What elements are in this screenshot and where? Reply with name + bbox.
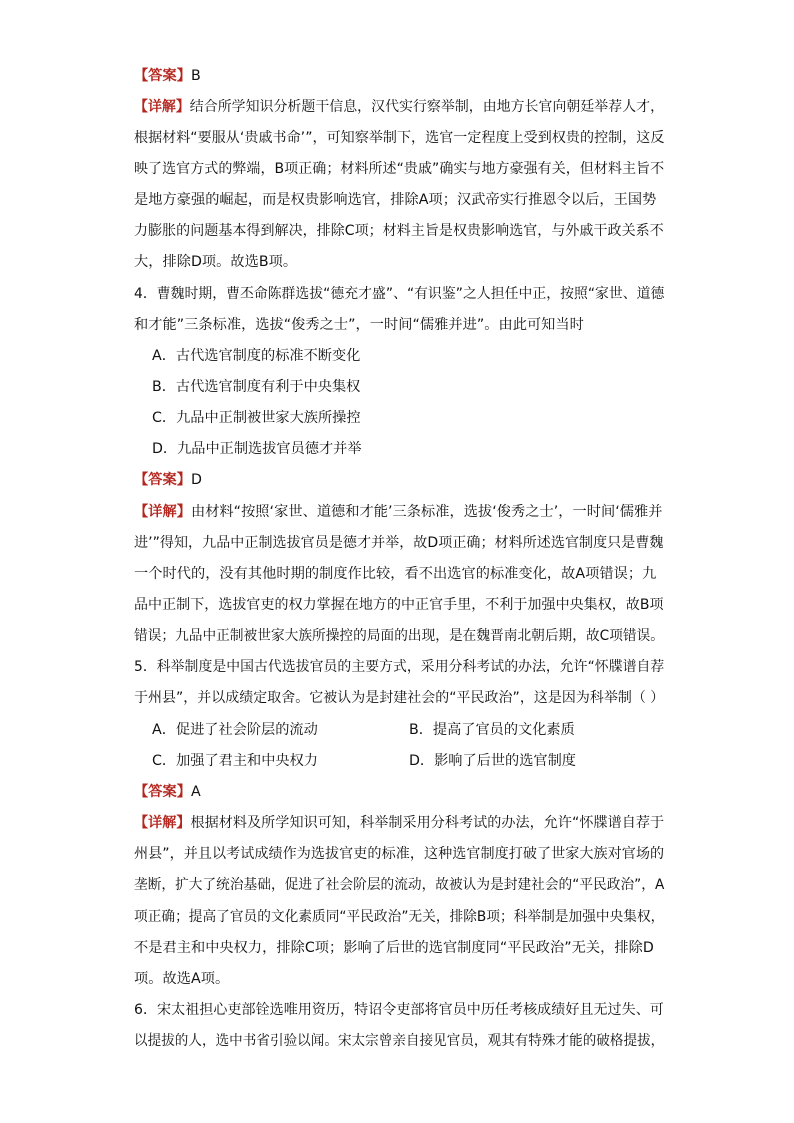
q4-answer-line bbox=[134, 470, 664, 490]
q6-stem-line: 以提拔的人，选中书省引验以闻。宋太宗曾亲自接见官员，观其有特殊才能的破格提拔， bbox=[134, 1033, 665, 1049]
detail-tag: 【详解】 bbox=[134, 504, 191, 520]
q5-option-b: B．提高了官员的文化素质 bbox=[409, 722, 575, 738]
q4-option-d: D．九品中正制选拔官员德才并举 bbox=[152, 441, 362, 457]
q3-detail-line: 映了选官方式的弊端，B项正确；材料所述“贵戚”确实与地方豪强有关，但材料主旨不 bbox=[134, 161, 665, 177]
q4-stem-line: 4．曹魏时期，曹丕命陈群选拔“德充才盛”、“有识鉴”之人担任中正，按照“家世、道德 bbox=[134, 286, 665, 302]
q5-detail-line: 不是君主和中央权力，排除C项；影响了后世的选官制度同“平民政治”无关，排除D bbox=[134, 940, 654, 956]
q5-detail-line: 项。故选A项。 bbox=[134, 971, 230, 987]
q4-detail-line: 错误；九品中正制被世家大族所操控的局面的出现，是在魏晋南北朝后期，故C项错误。 bbox=[134, 628, 664, 644]
q5-detail-line: 垄断，扩大了统治基础，促进了社会阶层的流动，故被认为是封建社会的“平民政治”，A bbox=[134, 877, 665, 893]
q3-answer-line bbox=[134, 66, 664, 86]
q6-stem-line: 6．宋太祖担心吏部铨选唯用资历，特诏令吏部将官员中历任考核成绩好且无过失、可 bbox=[134, 1002, 664, 1018]
q3-detail-line bbox=[134, 97, 665, 117]
q4-stem-line: 和才能”三条标准，选拔“俊秀之士”，一时间“儒雅并进”。由此可知当时 bbox=[134, 317, 584, 333]
answer-tag: 【答案】 bbox=[134, 472, 191, 488]
q4-option-a: A．古代选官制度的标准不断变化 bbox=[152, 348, 361, 364]
answer-tag: 【答案】 bbox=[134, 68, 191, 84]
q4-detail-line bbox=[134, 502, 664, 522]
q5-detail-line bbox=[134, 813, 665, 833]
q5-option-a: A．促进了社会阶层的流动 bbox=[152, 722, 318, 738]
q3-detail-line: 力膨胀的问题基本得到解决，排除C项；材料主旨是权贵影响选官，与外戚干政关系不 bbox=[134, 223, 664, 239]
answer-tag: 【答案】 bbox=[134, 784, 191, 800]
q3-answer: B bbox=[190, 68, 201, 84]
detail-tag: 【详解】 bbox=[134, 815, 191, 831]
q4-answer: D bbox=[190, 472, 202, 488]
q3-detail-line: 大，排除D项。故选B项。 bbox=[134, 254, 298, 270]
q5-answer: A bbox=[190, 784, 201, 800]
q4-detail-line: 一个时代的，没有其他时期的制度作比较，看不出选官的标准变化，故A项错误；九 bbox=[134, 566, 657, 582]
q5-detail-line: 州县”，并且以考试成绩作为选拔官吏的标准，这种选官制度打破了世家大族对官场的 bbox=[134, 846, 665, 862]
detail-tag: 【详解】 bbox=[134, 99, 190, 115]
q5-detail-line: 项正确；提高了官员的文化素质同“平民政治”无关，排除B项；科举制是加强中央集权， bbox=[134, 909, 665, 925]
q3-detail-line: 根据材料“要服从‘贵戚书命’”，可知察举制下，选官一定程度上受到权贵的控制，这反 bbox=[134, 130, 665, 146]
q5-stem-line: 5．科举制度是中国古代选拔官员的主要方式，采用分科考试的办法，允许“怀牒谱自荐 bbox=[134, 659, 665, 675]
q4-option-c: C．九品中正制被世家大族所操控 bbox=[152, 410, 361, 426]
q5-option-c: C．加强了君主和中央权力 bbox=[152, 753, 318, 769]
q4-option-b: B．古代选官制度有利于中央集权 bbox=[152, 379, 361, 395]
q3-detail-line: 是地方豪强的崛起，而是权贵影响选官，排除A项；汉武帝实行推恩令以后，王国势 bbox=[134, 192, 657, 208]
q5-detail-text: 根据材料及所学知识可知，科举制采用分科考试的办法，允许“怀牒谱自荐于 bbox=[190, 815, 665, 831]
q4-detail-line: 进’”得知，九品中正制选拔官员是德才并举，故D项正确；材料所述选官制度只是曹魏 bbox=[134, 535, 664, 551]
q5-option-d: D．影响了后世的选官制度 bbox=[409, 753, 576, 769]
q5-stem-line: 于州县”，并以成绩定取舍。它被认为是封建社会的“平民政治”，这是因为科举制（ ） bbox=[134, 690, 665, 706]
q5-answer-line bbox=[134, 782, 664, 802]
q3-detail-text: 结合所学知识分析题干信息，汉代实行察举制，由地方长官向朝廷举荐人才， bbox=[189, 99, 665, 115]
q4-detail-line: 品中正制下，选拔官吏的权力掌握在地方的中正官手里，不利于加强中央集权，故B项 bbox=[134, 597, 664, 613]
q4-detail-text: 由材料“按照‘家世、道德和才能’三条标准，选拔‘俊秀之士’，一时间‘儒雅并 bbox=[190, 504, 663, 520]
